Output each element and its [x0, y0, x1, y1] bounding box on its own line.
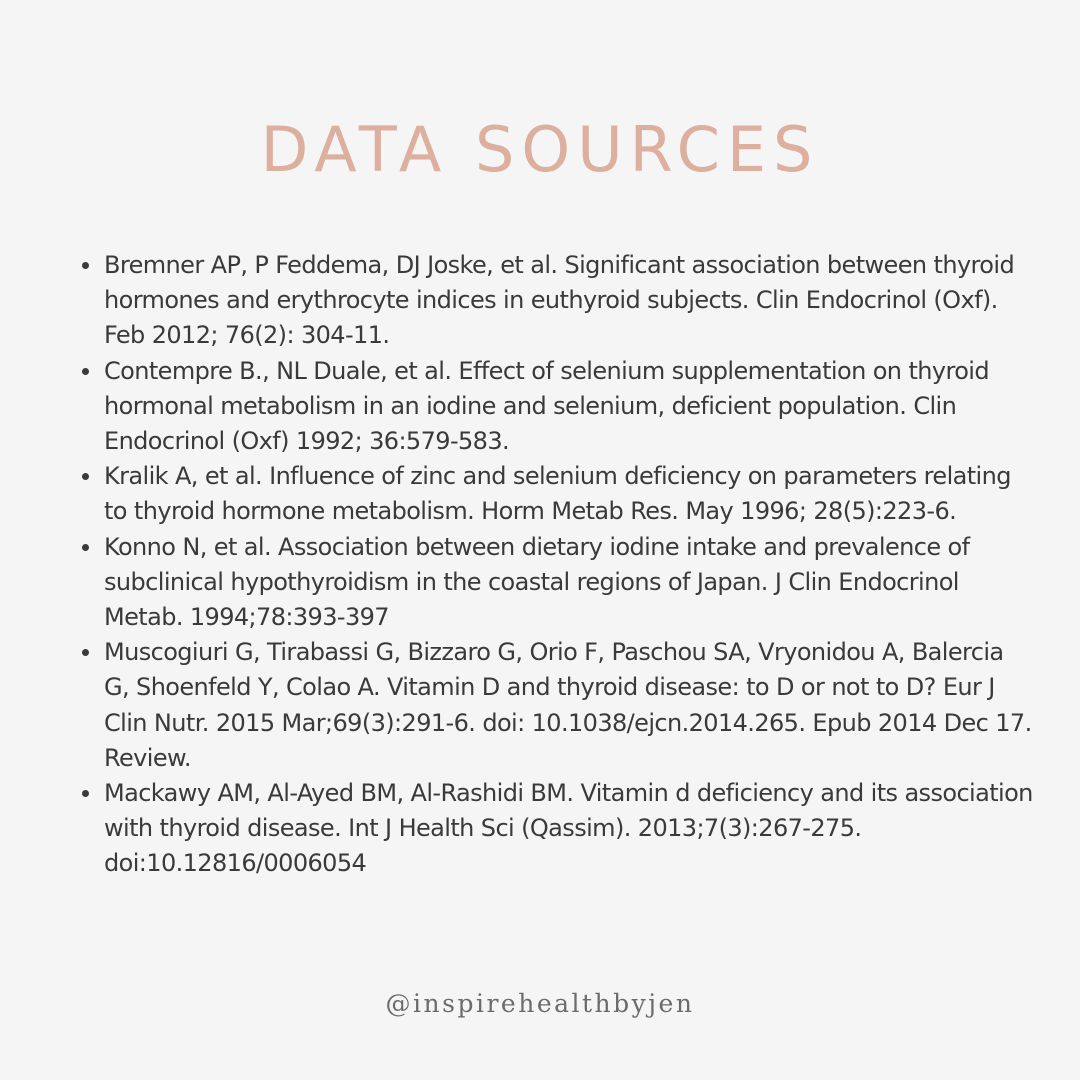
bullet-icon	[82, 262, 89, 269]
bullet-icon	[82, 473, 89, 480]
social-handle: @inspirehealthbyjen	[385, 989, 695, 1018]
reference-item	[104, 635, 1034, 776]
reference-list	[104, 248, 1034, 882]
bullet-icon	[82, 544, 89, 551]
reference-text: Kralik A, et al. Influence of zinc and selenium deficiency on parameters relating to thyroid hormone metabolism. Horm Metab Res. May 1996; 28(5):223-6.	[104, 462, 1011, 526]
reference-item	[104, 459, 1034, 529]
reference-text: Contempre B., NL Duale, et al. Effect of selenium supplementation on thyroid hormonal metabolism in an iodine and selenium, deficient population. Clin Endocrinol (Oxf) 1992; 36:579-583.	[104, 356, 989, 456]
reference-text: Konno N, et al. Association between dietary iodine intake and prevalence of subclinical hypothyroidism in the coastal regions of Japan. J Clin Endocrinol Metab. 1994;78:393-397	[104, 532, 970, 632]
reference-text: Muscogiuri G, Tirabassi G, Bizzaro G, Orio F, Paschou SA, Vryonidou A, Balercia G, Shoenfeld Y, Colao A. Vitamin D and thyroid disease: to D or not to D? Eur J Clin Nutr. 2015 Mar;69(3):291-6. doi: 10.1038/ejcn.2014.265. Epub 2014 Dec 17. Review.	[104, 638, 1032, 772]
reference-text: Mackawy AM, Al-Ayed BM, Al-Rashidi BM. Vitamin d deficiency and its association with thyroid disease. Int J Health Sci (Qassim). 2013;7(3):267-275. doi:10.12816/0006054	[104, 779, 1033, 878]
page-title: DATA SOURCES	[260, 113, 820, 186]
bullet-icon	[82, 649, 89, 656]
bullet-icon	[82, 368, 89, 375]
bullet-icon	[82, 790, 89, 797]
reference-item	[104, 530, 1034, 636]
reference-item	[104, 354, 1034, 460]
reference-item	[104, 776, 1034, 882]
reference-text: Bremner AP, P Feddema, DJ Joske, et al. Significant association between thyroid hormones and erythrocyte indices in euthyroid subjects. Clin Endocrinol (Oxf). Feb 2012; 76(2): 304-11.	[104, 251, 1015, 350]
reference-item	[104, 248, 1034, 354]
